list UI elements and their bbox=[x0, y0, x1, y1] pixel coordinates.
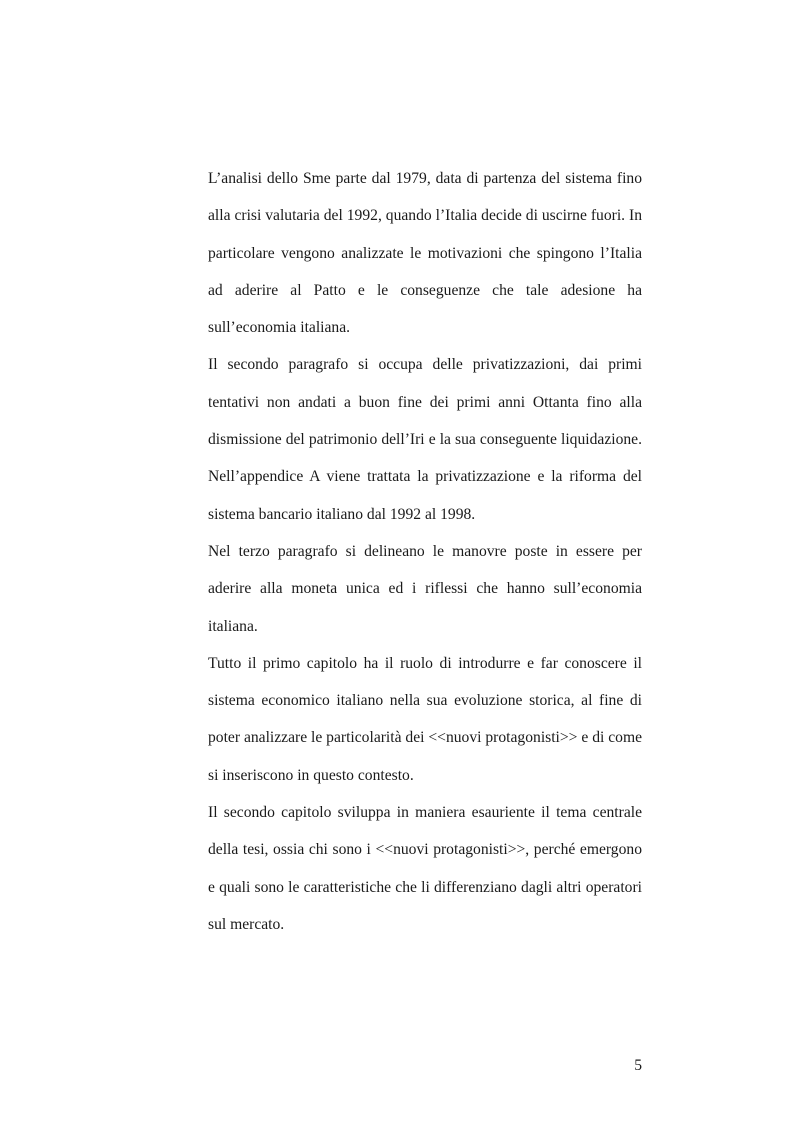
body-text bbox=[208, 160, 642, 943]
page-number: 5 bbox=[634, 1057, 642, 1074]
paragraph-moneta-unica: Nel terzo paragrafo si delineano le manovre poste in essere per aderire alla moneta unica ed i riflessi che hanno sull’economia italiana. bbox=[208, 542, 642, 635]
paragraph-primo-capitolo: Tutto il primo capitolo ha il ruolo di introdurre e far conoscere il sistema economico italiano nella sua evoluzione storica, al fine di poter analizzare le particolarità dei <<nuovi protagonisti>> e di come si inseriscono in questo contesto. bbox=[208, 654, 642, 784]
paragraph-privatizzazioni: Il secondo paragrafo si occupa delle privatizzazioni, dai primi tentativi non andati a buon fine dei primi anni Ottanta fino alla dismissione del patrimonio dell’Iri e la sua conseguente liquidazione. Nell’appendice A viene trattata la privatizzazione e la riforma del sistema bancario italiano dal 1992 al 1998. bbox=[208, 356, 642, 523]
paragraph-sme: L’analisi dello Sme parte dal 1979, data di partenza del sistema fino alla crisi valutaria del 1992, quando l’Italia decide di uscirne fuori. In particolare vengono analizzate le motivazioni che spingono l’Italia ad aderire al Patto e le conseguenze che tale adesione ha sull’economia italiana. bbox=[208, 170, 642, 337]
paragraph-secondo-capitolo: Il secondo capitolo sviluppa in maniera esauriente il tema centrale della tesi, ossia chi sono i <<nuovi protagonisti>>, perché emergono e quali sono le caratteristiche che li differenziano dagli altri operatori sul mercato. bbox=[208, 804, 642, 933]
